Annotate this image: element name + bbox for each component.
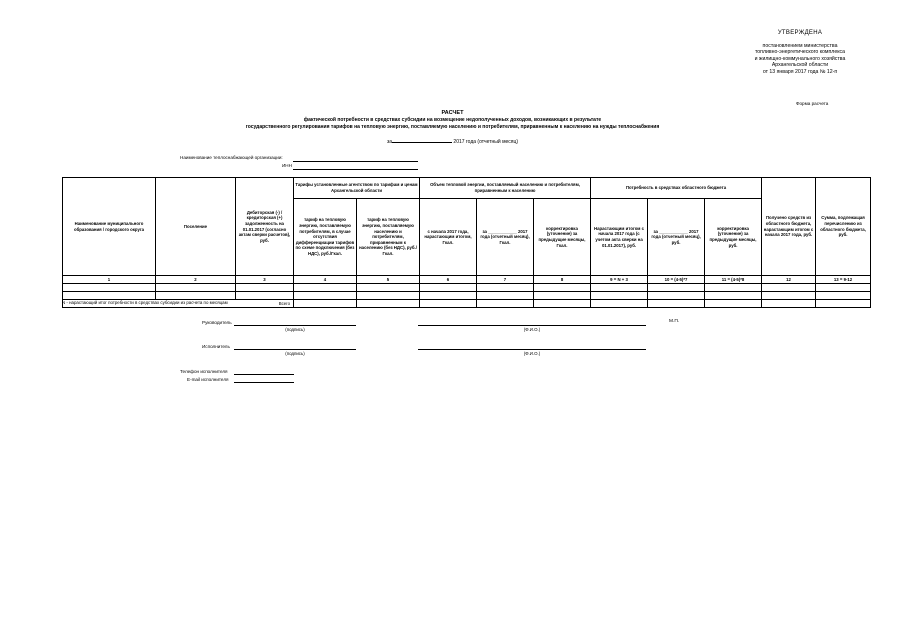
calculation-table bbox=[62, 177, 871, 308]
title-line1: фактической потребности в средствах субсидии на возмещение недополученных доходов, возникающих в результате bbox=[303, 117, 602, 124]
table-cell[interactable] bbox=[705, 300, 762, 308]
table-cell[interactable] bbox=[477, 292, 534, 300]
col-number: 12 bbox=[762, 276, 816, 284]
stamp-place: М.П. bbox=[669, 319, 680, 324]
table-row bbox=[63, 292, 871, 300]
org-name-field[interactable] bbox=[293, 161, 418, 162]
head-signature-line[interactable] bbox=[234, 325, 356, 326]
table-cell[interactable] bbox=[477, 284, 534, 292]
header-debt: Дебиторская (-) / кредиторская (+) задолженность на 01.01.2017 (согласно актам сверки расчетов), руб. bbox=[236, 178, 294, 276]
col-number: 11 = (4-5)*8 bbox=[705, 276, 762, 284]
table-cell[interactable] bbox=[156, 284, 236, 292]
table-cell[interactable] bbox=[420, 300, 477, 308]
header-need-correction: корректировка (уточнение) за предыдущие месяцы, руб. bbox=[705, 199, 762, 276]
footnote: N - нарастающий итог потребности в средствах субсидии из расчета по месяцам bbox=[62, 300, 228, 305]
header-volume-month: за ____________ 2017 года (отчетный месяц), Гкал. bbox=[477, 199, 534, 276]
table-cell[interactable] bbox=[357, 300, 420, 308]
email-field[interactable] bbox=[234, 382, 294, 383]
period-month-field[interactable] bbox=[392, 137, 452, 143]
phone-label: Телефон исполнителя bbox=[180, 369, 228, 374]
org-name-label: Наименование теплоснабжающей организации: bbox=[180, 155, 283, 160]
table-cell[interactable] bbox=[591, 284, 648, 292]
head-fio-line[interactable] bbox=[418, 325, 646, 326]
approval-line: Архангельской области bbox=[771, 62, 829, 69]
header-need-month: за ____________ 2017 года (отчетный месяц), руб. bbox=[648, 199, 705, 276]
header-tariff-general: тариф на тепловую энергию, поставляемую потребителям, в случае отсутствия дифференциации тарифов по схеме подключения (без НДС), руб./Гкал. bbox=[294, 199, 357, 276]
col-number: 8 bbox=[534, 276, 591, 284]
form-note: Форма расчета bbox=[796, 101, 829, 106]
table-cell[interactable] bbox=[294, 284, 357, 292]
table-cell[interactable] bbox=[236, 292, 294, 300]
header-to-transfer: Сумма, подлежащая перечислению из областного бюджета, руб. bbox=[816, 178, 871, 276]
head-signature-caption: (подпись) bbox=[285, 327, 305, 332]
executor-fio-caption: (Ф.И.О.) bbox=[523, 351, 541, 356]
org-inn-label: ИНН bbox=[282, 163, 292, 168]
approval-line: топливно-энергетического комплекса bbox=[754, 49, 846, 56]
table-row bbox=[63, 284, 871, 292]
phone-field[interactable] bbox=[234, 374, 294, 375]
document-title bbox=[0, 110, 905, 132]
table-cell[interactable] bbox=[156, 292, 236, 300]
header-tariff-group: Тарифы установленные агентством по тарифам и ценам Архангельской области bbox=[294, 178, 420, 199]
col-number: 5 bbox=[357, 276, 420, 284]
period-prefix: за bbox=[386, 139, 393, 145]
approval-line: постановлением министерства bbox=[762, 42, 838, 49]
header-need-group: Потребность в средствах областного бюджета bbox=[591, 178, 762, 199]
header-volume-ytd: с начала 2017 года, нарастающим итогом, Гкал. bbox=[420, 199, 477, 276]
table-cell[interactable] bbox=[236, 284, 294, 292]
title-line2: государственного регулирования тарифов на тепловую энергию, поставляемую населению и потребителям, приравненным к населению на нужды теплоснабжения bbox=[245, 124, 660, 131]
table-cell[interactable] bbox=[420, 284, 477, 292]
header-need-ytd: Нарастающим итогом с начала 2017 года (с учетом акта сверки на 01.01.2017), руб. bbox=[591, 199, 648, 276]
header-settlement: Поселение bbox=[156, 178, 236, 276]
table-cell[interactable] bbox=[534, 284, 591, 292]
table-cell[interactable] bbox=[762, 284, 816, 292]
header-volume-correction: корректировка (уточнение) за предыдущие месяцы, Гкал. bbox=[534, 199, 591, 276]
col-number: 6 bbox=[420, 276, 477, 284]
executor-signature-caption: (подпись) bbox=[285, 351, 305, 356]
table-cell[interactable] bbox=[63, 284, 156, 292]
table-cell[interactable] bbox=[762, 300, 816, 308]
table-cell[interactable] bbox=[705, 284, 762, 292]
total-label: Всего bbox=[63, 300, 294, 308]
table-cell[interactable] bbox=[534, 300, 591, 308]
table-cell[interactable] bbox=[477, 300, 534, 308]
col-number: 9 = N + 3 bbox=[591, 276, 648, 284]
executor-fio-line[interactable] bbox=[418, 349, 646, 350]
header-received: Получено средств из областного бюджета, нарастающим итогом с начала 2017 года, руб. bbox=[762, 178, 816, 276]
col-number: 4 bbox=[294, 276, 357, 284]
table-cell[interactable] bbox=[816, 284, 871, 292]
executor-signature-line[interactable] bbox=[234, 349, 356, 350]
table-cell[interactable] bbox=[705, 292, 762, 300]
approval-line: от 13 января 2017 года № 12-п bbox=[762, 68, 838, 75]
approval-line: и жилищно-коммунального хозяйства bbox=[754, 55, 846, 62]
col-number: 10 = (4-5)*7 bbox=[648, 276, 705, 284]
table-cell[interactable] bbox=[357, 284, 420, 292]
table-cell[interactable] bbox=[357, 292, 420, 300]
header-tariff-population: тариф на тепловую энергию, поставляемую населению и потребителям, приравненным к населению (без НДС), руб./Гкал. bbox=[357, 199, 420, 276]
table-cell[interactable] bbox=[816, 300, 871, 308]
col-number: 2 bbox=[156, 276, 236, 284]
header-municipality: Наименование муниципального образования / городского округа bbox=[63, 178, 156, 276]
col-number: 1 bbox=[63, 276, 156, 284]
head-label: Руководитель bbox=[202, 320, 232, 325]
approval-heading: УТВЕРЖДЕНА bbox=[777, 30, 823, 36]
table-cell[interactable] bbox=[648, 284, 705, 292]
col-number: 3 bbox=[236, 276, 294, 284]
header-volume-group: Объем тепловой энергии, поставляемый населению и потребителям, приравненным к населению bbox=[420, 178, 591, 199]
head-fio-caption: (Ф.И.О.) bbox=[523, 327, 541, 332]
org-inn-field[interactable] bbox=[293, 169, 418, 170]
email-label: E-mail исполнителя bbox=[187, 377, 229, 382]
executor-label: Исполнитель bbox=[202, 344, 230, 349]
table-cell[interactable] bbox=[63, 292, 156, 300]
table-cell[interactable] bbox=[648, 292, 705, 300]
reporting-period bbox=[0, 137, 905, 145]
table-cell[interactable] bbox=[294, 300, 357, 308]
table-cell[interactable] bbox=[294, 292, 357, 300]
table-cell[interactable] bbox=[534, 292, 591, 300]
col-number: 7 bbox=[477, 276, 534, 284]
table-cell[interactable] bbox=[762, 292, 816, 300]
table-cell[interactable] bbox=[648, 300, 705, 308]
table-cell[interactable] bbox=[591, 292, 648, 300]
title-main: РАСЧЕТ bbox=[441, 110, 464, 116]
col-number: 13 = 9-12 bbox=[816, 276, 871, 284]
table-cell[interactable] bbox=[420, 292, 477, 300]
period-suffix: 2017 года (отчетный месяц) bbox=[453, 139, 519, 145]
table-cell[interactable] bbox=[816, 292, 871, 300]
approval-block bbox=[700, 30, 900, 76]
table-cell[interactable] bbox=[591, 300, 648, 308]
